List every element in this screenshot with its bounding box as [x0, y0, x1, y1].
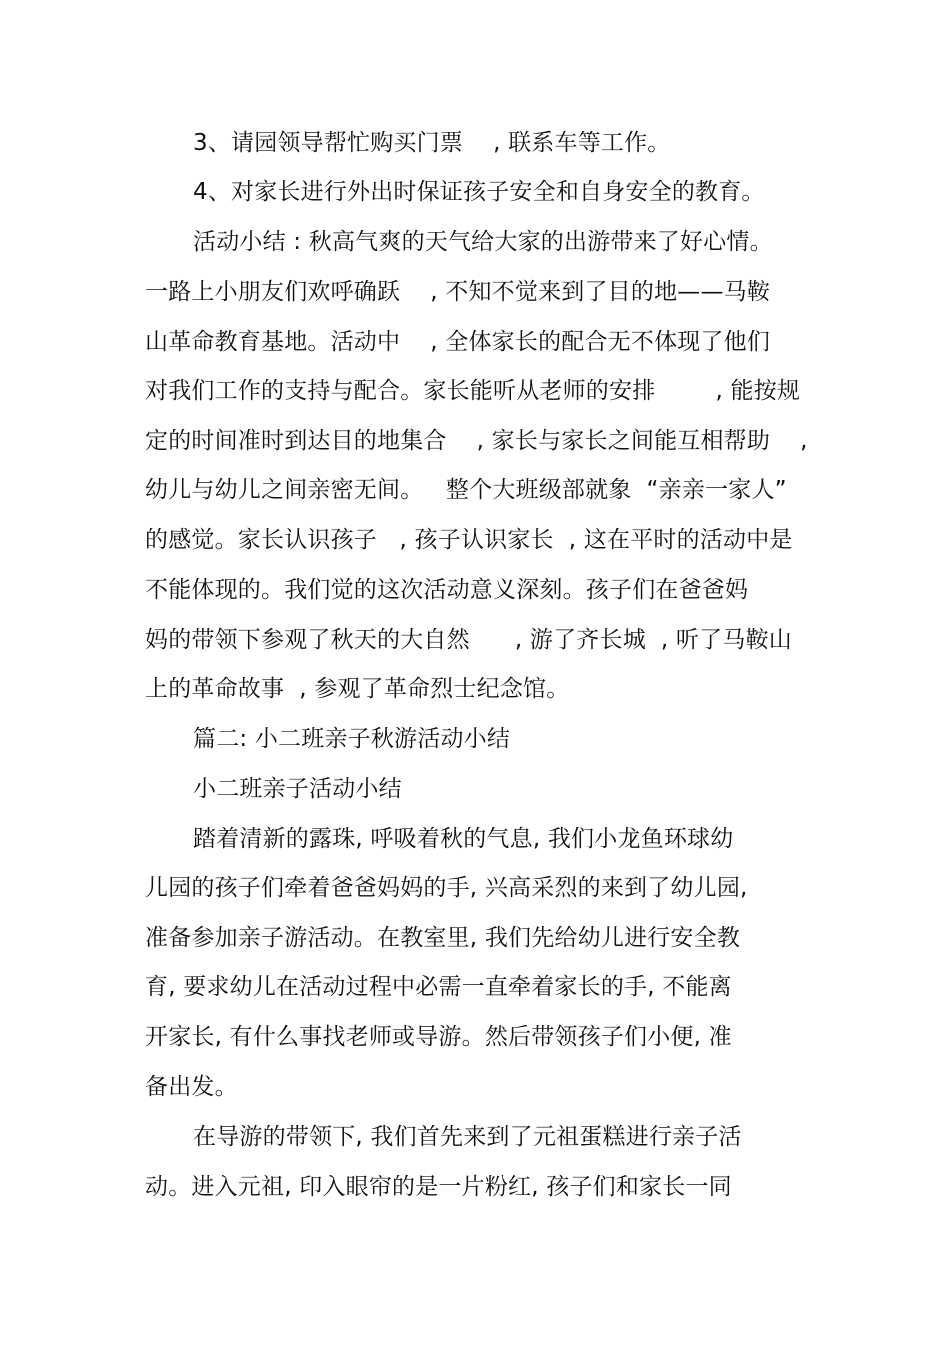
text-line-8: 幼儿与幼儿之间亲密无间。 整个大班级部就象 “亲亲一家人”: [145, 477, 787, 503]
text-line-12: 上的革命故事 , 参观了革命烈士纪念馆。: [145, 676, 570, 702]
subheading: 小二班亲子活动小结: [193, 776, 402, 802]
text-line-5: 山革命教育基地。活动中 , 全体家长的配合无不体现了他们: [145, 329, 771, 355]
text-line-7: 定的时间准时到达目的地集合 , 家长与家长之间能互相帮助 ,: [145, 428, 808, 454]
text-line-11: 妈的带领下参观了秋天的大自然 , 游了齐长城 , 听了马鞍山: [145, 627, 792, 653]
text-line-1: 3、请园领导帮忙购买门票 , 联系车等工作。: [193, 130, 671, 156]
text-line-21: 在导游的带领下, 我们首先来到了元祖蛋糕进行亲子活: [193, 1124, 742, 1150]
text-line-17: 准备参加亲子游活动。在教室里, 我们先给幼儿进行安全教: [145, 925, 741, 951]
text-line-4: 一路上小朋友们欢呼确跃 , 不知不觉来到了目的地——马鞍: [145, 279, 771, 305]
text-line-19: 开家长, 有什么事找老师或导游。然后带领孩子们小便, 准: [145, 1024, 732, 1050]
text-line-20: 备出发。: [145, 1074, 238, 1100]
text-line-6: 对我们工作的支持与配合。家长能听从老师的安排 , 能按规: [145, 378, 801, 404]
text-line-22: 动。进入元祖, 印入眼帘的是一片粉红, 孩子们和家长一同: [145, 1174, 732, 1200]
section-heading: 篇二: 小二班亲子秋游活动小结: [193, 726, 511, 752]
text-line-2: 4、对家长进行外出时保证孩子安全和自身安全的教育。: [193, 179, 765, 205]
text-line-9: 的感觉。家长认识孩子 , 孩子认识家长 , 这在平时的活动中是: [145, 527, 793, 553]
text-line-16: 儿园的孩子们牵着爸爸妈妈的手, 兴高采烈的来到了幼儿园,: [145, 875, 748, 901]
text-line-3: 活动小结 : 秋高气爽的天气给大家的出游带来了好心情。: [193, 229, 773, 255]
text-line-18: 育, 要求幼儿在活动过程中必需一直牵着家长的手, 不能离: [145, 974, 732, 1000]
text-line-10: 不能体现的。我们觉的这次活动意义深刻。孩子们在爸爸妈: [145, 577, 749, 603]
text-line-15: 踏着清新的露珠, 呼吸着秋的气息, 我们小龙鱼环球幼: [193, 826, 734, 852]
